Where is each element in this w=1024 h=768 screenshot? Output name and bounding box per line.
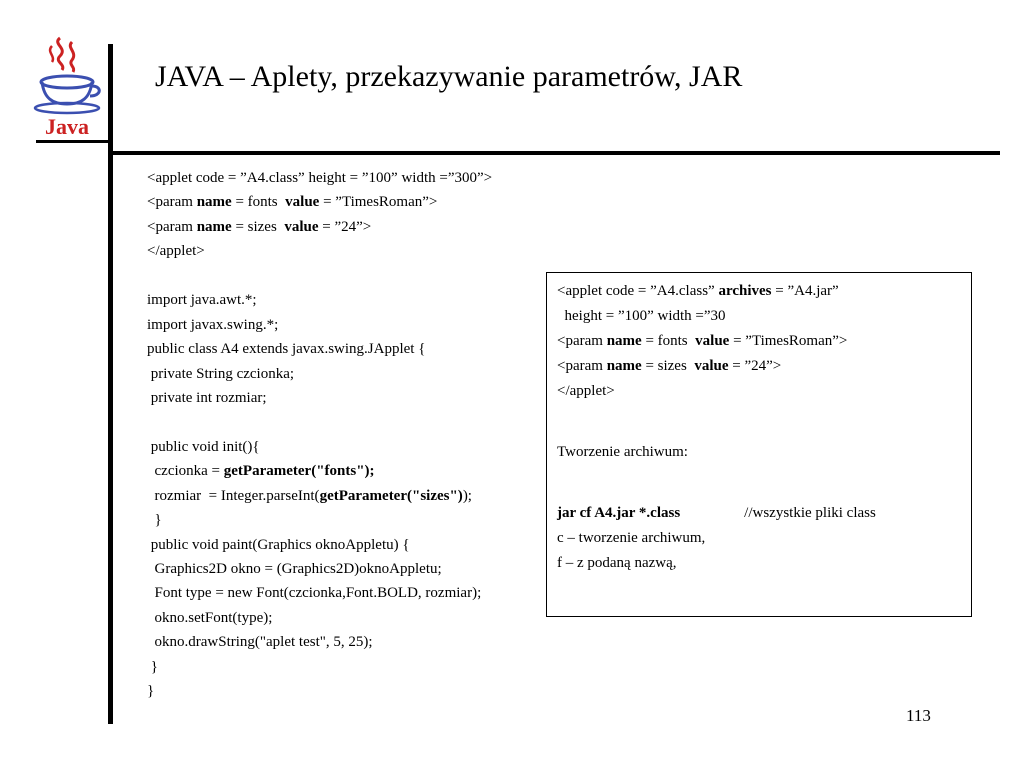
code-line: private String czcionka; (147, 365, 295, 382)
code-line: Font type = new Font(czcionka,Font.BOLD, rozmiar); (147, 585, 482, 602)
code-line: <applet code = ”A4.class” height = ”100” width =”300”> (147, 170, 493, 186)
java-wordmark: Java (45, 114, 89, 138)
code-line: <param name = sizes value = ”24”> (147, 218, 372, 235)
box-line: c – tworzenie archiwum, (557, 530, 706, 546)
code-blank-line (147, 410, 492, 434)
slide-title: JAVA – Aplety, przekazywanie parametrów, JAR (155, 60, 743, 93)
code-line: okno.setFont(type); (147, 609, 273, 626)
code-line: rozmiar = Integer.parseInt(getParameter("sizes")); (147, 487, 472, 504)
code-line: public void init(){ (147, 438, 260, 455)
code-line: } (147, 683, 155, 700)
box-line: </applet> (557, 383, 615, 399)
box-line: <applet code = ”A4.class” archives = ”A4.jar” (557, 283, 839, 299)
page-number: 113 (906, 706, 931, 725)
code-line: Graphics2D okno = (Graphics2D)oknoAppletu; (147, 561, 442, 577)
code-line: import javax.swing.*; (147, 316, 279, 333)
code-line: okno.drawString("aplet test", 5, 25); (147, 634, 373, 651)
vertical-divider (108, 44, 113, 724)
jar-command-line: jar cf A4.jar *.class //wszystkie pliki class (557, 505, 876, 521)
box-line: height = ”100” width =”30 (557, 308, 726, 324)
code-line: } (147, 658, 158, 675)
box-blank-line (557, 404, 876, 440)
code-blank-line (147, 264, 492, 288)
java-logo (30, 34, 104, 138)
code-line: czcionka = getParameter("fonts"); (147, 463, 375, 480)
code-line: import java.awt.*; (147, 292, 257, 309)
box-line: <param name = fonts value = ”TimesRoman”> (557, 333, 848, 349)
logo-underline (36, 140, 108, 143)
code-line: </applet> (147, 243, 205, 260)
box-line: <param name = sizes value = ”24”> (557, 358, 782, 374)
code-line: } (147, 512, 162, 529)
archive-heading: Tworzenie archiwum: (557, 444, 688, 460)
jar-info-box (546, 272, 972, 617)
code-listing (147, 166, 492, 704)
title-underline (113, 151, 1000, 155)
code-line: public void paint(Graphics oknoAppletu) { (147, 536, 410, 553)
java-coffee-cup-icon (35, 38, 99, 113)
code-line: public class A4 extends javax.swing.JApplet { (147, 341, 426, 358)
code-line: <param name = fonts value = ”TimesRoman”> (147, 194, 438, 211)
code-line: private int rozmiar; (147, 389, 267, 406)
box-blank-line (557, 465, 876, 501)
box-line: f – z podaną nazwą, (557, 555, 677, 571)
jar-info-list (557, 279, 876, 576)
